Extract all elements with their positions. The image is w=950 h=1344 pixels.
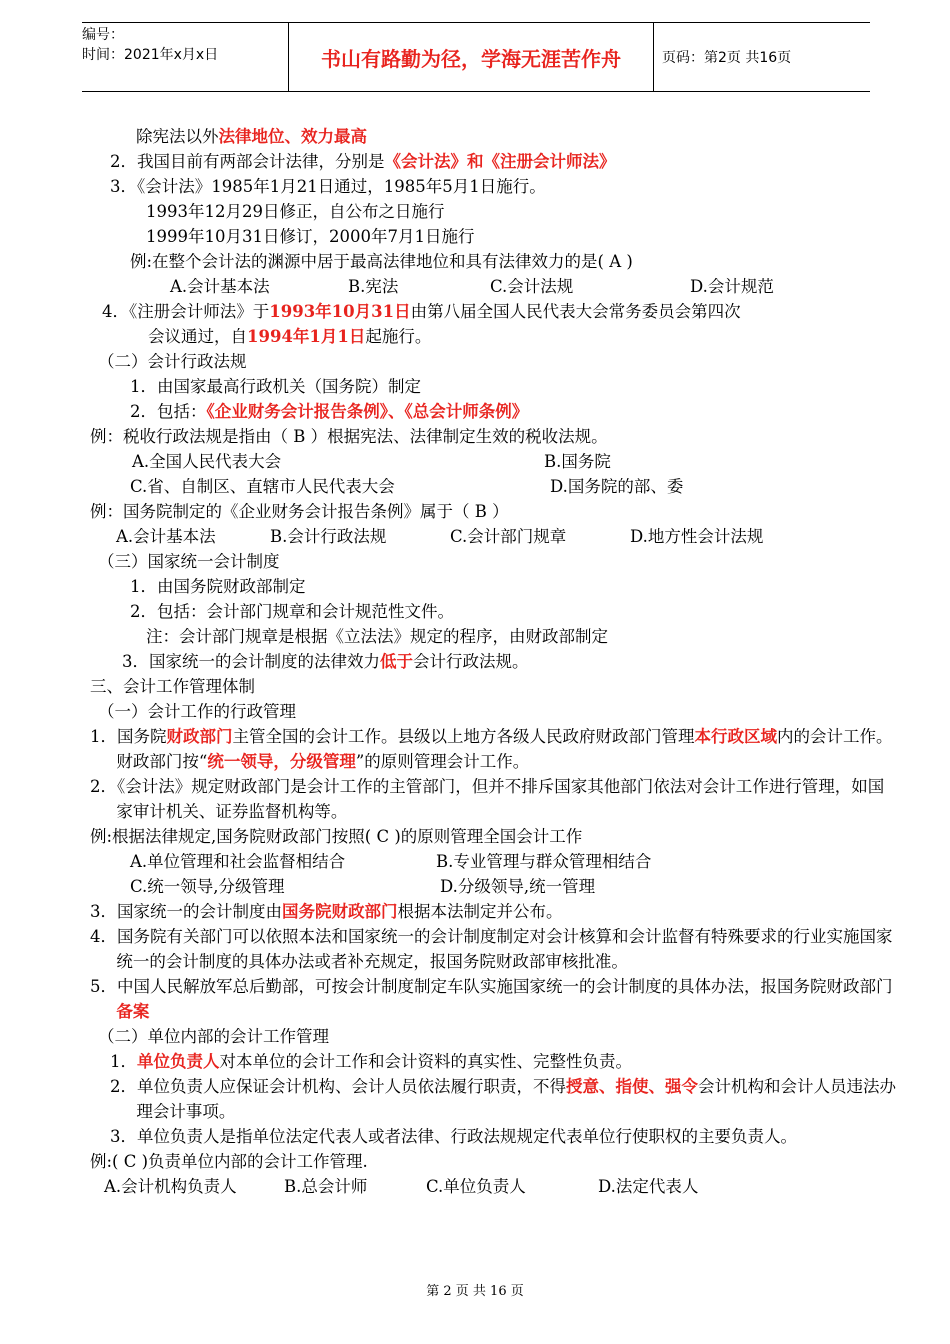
text-line <box>110 174 870 199</box>
text-line <box>98 349 870 374</box>
answer-option: C.会计部门规章 <box>450 527 567 546</box>
highlighted-text: 备案 <box>116 1002 150 1021</box>
text-line <box>130 574 870 599</box>
document-body <box>90 124 896 1199</box>
header-page-info: 页码：第2页 共16页 <box>662 50 792 66</box>
text-segment: 会计机构和会计人员违法办理会计事项。 <box>136 1077 896 1121</box>
answer-options-line <box>90 849 870 874</box>
answer-option: A.会计基本法 <box>116 527 216 546</box>
text-line <box>90 824 870 849</box>
text-segment: 1993年12月29日修正，自公布之日施行 <box>146 202 445 221</box>
highlighted-text: 低于 <box>380 652 413 671</box>
answer-option: C.省、自制区、直辖市人民代表大会 <box>130 477 395 496</box>
highlighted-text: 单位负责人 <box>137 1052 220 1071</box>
text-segment: （一）会计工作的行政管理 <box>98 702 296 721</box>
text-segment: 注：会计部门规章是根据《立法法》规定的程序，由财政部制定 <box>146 627 608 646</box>
text-segment: 1． <box>110 1052 137 1071</box>
text-segment: 主管全国的会计工作。县级以上地方各级人民政府财政部门管理 <box>232 727 695 746</box>
text-segment: 三、会计工作管理体制 <box>90 677 255 696</box>
text-line <box>102 299 870 324</box>
text-line <box>98 699 870 724</box>
answer-option: A.全国人民代表大会 <box>132 452 282 471</box>
text-line <box>146 224 870 249</box>
text-segment: 3．《会计法》1985年1月21日通过，1985年5月1日施行。 <box>110 177 546 196</box>
answer-option: B.宪法 <box>348 277 399 296</box>
text-line <box>90 974 896 1024</box>
text-line <box>130 249 870 274</box>
text-segment: 1．国务院 <box>90 727 167 746</box>
text-segment: 会议通过，自 <box>148 327 247 346</box>
text-segment: 除宪法以外 <box>136 127 219 146</box>
text-segment: 例：税收行政法规是指由（ B ）根据宪法、法律制定生效的税收法规。 <box>90 427 608 446</box>
answer-option: C.统一领导,分级管理 <box>130 877 285 896</box>
text-segment: 2．单位负责人应保证会计机构、会计人员依法履行职责，不得 <box>110 1077 566 1096</box>
answer-option: D.分级领导,统一管理 <box>440 877 596 896</box>
answer-options-line <box>90 524 870 549</box>
highlighted-text: 《会计法》和《注册会计师法》 <box>384 152 616 171</box>
answer-option: D.法定代表人 <box>598 1177 699 1196</box>
text-line <box>90 924 896 974</box>
text-segment: 会计行政法规。 <box>413 652 529 671</box>
text-line <box>130 599 870 624</box>
text-segment: 例:( C )负责单位内部的会计工作管理. <box>90 1152 368 1171</box>
answer-option: B.国务院 <box>544 452 611 471</box>
text-segment: 5．中国人民解放军总后勤部，可按会计制度制定车队实施国家统一的会计制度的具体办法，报国务院财政部门 <box>90 977 893 996</box>
answer-option: B.专业管理与群众管理相结合 <box>436 852 652 871</box>
highlighted-text: 财政部门 <box>166 727 233 746</box>
text-segment: （三）国家统一会计制度 <box>98 552 280 571</box>
text-segment: 2．包括： <box>130 402 207 421</box>
answer-options-line <box>90 274 870 299</box>
answer-options-line <box>90 874 870 899</box>
text-line <box>146 199 870 224</box>
answer-option: A.会计基本法 <box>170 277 270 296</box>
text-segment: ”的原则管理会计工作。 <box>355 752 530 771</box>
answer-options-line <box>90 1174 870 1199</box>
text-line <box>130 399 870 424</box>
text-segment: 1．由国家最高行政机关（国务院）制定 <box>130 377 421 396</box>
highlighted-text: 国务院财政部门 <box>282 902 398 921</box>
text-line <box>90 1149 870 1174</box>
answer-option: D.会计规范 <box>690 277 774 296</box>
text-line <box>110 1124 896 1149</box>
text-line <box>110 1074 896 1124</box>
text-line <box>90 899 870 924</box>
text-line <box>122 649 870 674</box>
text-segment: 由第八届全国人民代表大会常务委员会第四次 <box>410 302 741 321</box>
highlighted-text: 1993年10月31日 <box>269 302 411 321</box>
text-segment: 4．《注册会计师法》于 <box>102 302 270 321</box>
text-line <box>146 624 870 649</box>
header-motto: 书山有路勤为径，学海无涯苦作舟 <box>288 23 654 91</box>
text-line <box>136 124 870 149</box>
highlighted-text: 本行政区域 <box>694 727 777 746</box>
text-line <box>90 424 870 449</box>
answer-options-line <box>90 474 870 499</box>
text-segment: 1999年10月31日修订，2000年7月1日施行 <box>146 227 475 246</box>
text-segment: 例:在整个会计法的渊源中居于最高法律地位和具有法律效力的是( A ) <box>130 252 633 271</box>
text-segment: 2．包括：会计部门规章和会计规范性文件。 <box>130 602 454 621</box>
text-line <box>148 324 870 349</box>
highlighted-text: 统一领导，分级管理 <box>207 752 356 771</box>
text-segment: 根据本法制定并公布。 <box>397 902 563 921</box>
text-line <box>130 374 870 399</box>
answer-option: C.单位负责人 <box>426 1177 526 1196</box>
text-segment: 3．国家统一的会计制度的法律效力 <box>122 652 380 671</box>
highlighted-text: 法律地位、效力最高 <box>218 127 367 146</box>
text-segment: 例：国务院制定的《企业财务会计报告条例》属于（ B ） <box>90 502 509 521</box>
text-segment: 对本单位的会计工作和会计资料的真实性、完整性负责。 <box>219 1052 632 1071</box>
answer-option: B.会计行政法规 <box>270 527 387 546</box>
text-segment: （二）会计行政法规 <box>98 352 247 371</box>
text-segment: 3．单位负责人是指单位法定代表人或者法律、行政法规规定代表单位行使职权的主要负责人。 <box>110 1127 797 1146</box>
text-line <box>98 1024 870 1049</box>
page-header <box>82 22 870 92</box>
answer-option: A.会计机构负责人 <box>104 1177 237 1196</box>
highlighted-text: 1994年1月1日 <box>247 327 366 346</box>
text-line <box>90 674 870 699</box>
text-line <box>98 549 870 574</box>
text-segment: 起施行。 <box>365 327 432 346</box>
highlighted-text: 授意、指使、强令 <box>566 1077 698 1096</box>
text-line <box>90 724 896 774</box>
document-time-label: 时间：2021年x月x日 <box>82 47 219 63</box>
text-segment: 2．我国目前有两部会计法律，分别是 <box>110 152 385 171</box>
text-segment: 4．国务院有关部门可以依照本法和国家统一的会计制度制定对会计核算和会计监督有特殊要求的行业实施国家统一的会计制度的具体办法或者补充规定，报国务院财政部审核批准。 <box>90 927 893 971</box>
document-number-label: 编号： <box>82 27 124 43</box>
answer-option: B.总会计师 <box>284 1177 368 1196</box>
answer-option: A.单位管理和社会监督相结合 <box>130 852 346 871</box>
text-line <box>90 499 870 524</box>
text-line <box>90 774 896 824</box>
text-segment: 2．《会计法》规定财政部门是会计工作的主管部门，但并不排斥国家其他部门依法对会计工作进行管理，如国家审计机关、证券监督机构等。 <box>90 777 885 821</box>
highlighted-text: 《企业财务会计报告条例》、《总会计师条例》 <box>206 402 529 421</box>
answer-options-line <box>90 449 870 474</box>
text-segment: 内的会计工作。财政部门按“ <box>116 727 893 771</box>
text-line <box>110 149 870 174</box>
answer-option: D.地方性会计法规 <box>630 527 764 546</box>
text-line <box>110 1049 870 1074</box>
answer-option: D.国务院的部、委 <box>550 477 684 496</box>
text-segment: 1．由国务院财政部制定 <box>130 577 306 596</box>
text-segment: （二）单位内部的会计工作管理 <box>98 1027 329 1046</box>
answer-option: C.会计法规 <box>490 277 574 296</box>
text-segment: 例:根据法律规定,国务院财政部门按照( C )的原则管理全国会计工作 <box>90 827 583 846</box>
header-meta <box>82 25 287 89</box>
page-footer: 第 2 页 共 16 页 <box>426 1284 524 1299</box>
text-segment: 3．国家统一的会计制度由 <box>90 902 282 921</box>
